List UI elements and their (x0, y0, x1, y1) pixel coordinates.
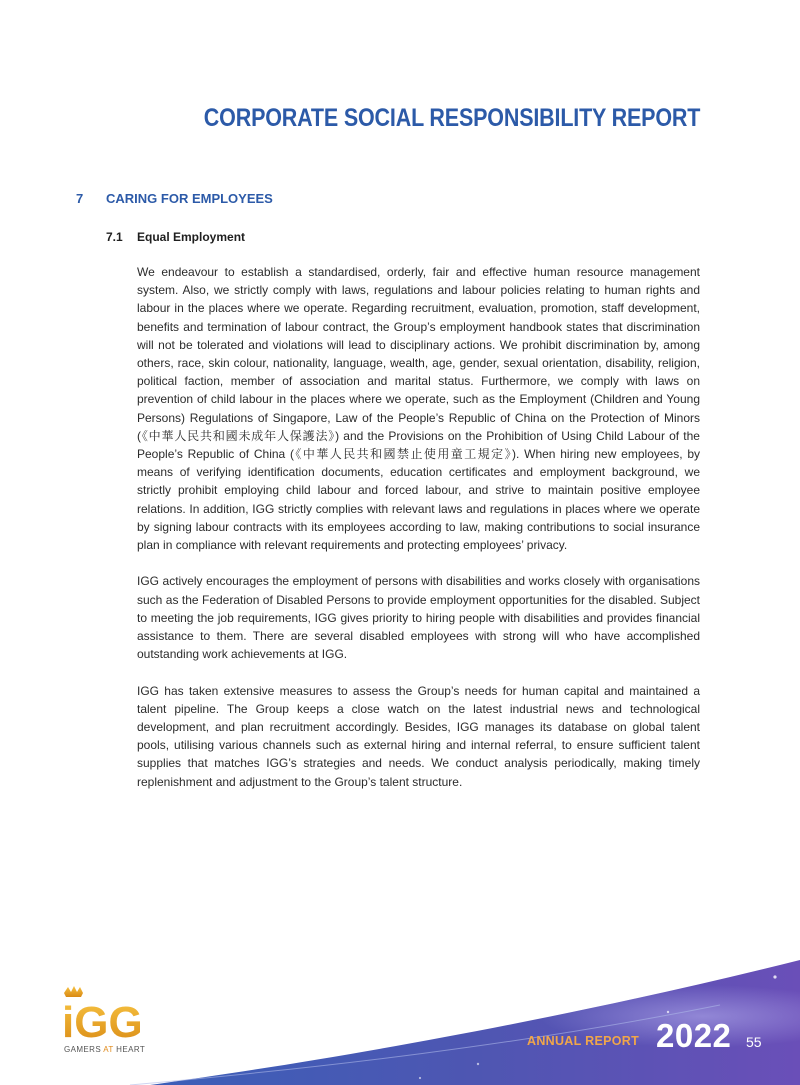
subsection-heading (106, 230, 245, 244)
section-number: 7 (76, 191, 84, 206)
subsection-title: Equal Employment (137, 230, 246, 244)
igg-logo-mark (62, 985, 162, 1039)
paragraph-3: IGG has taken extensive measures to assess the Group’s needs for human capital and maintained a talent pipeline. The Group keeps a close watch on the latest industrial news and technological development, and plan recruitment accordingly. Besides, IGG manages its database on global talent pools, utilising various channels such as external hiring and internal referral, to ensure sufficient talent supplies that matches IGG’s strategies and needs. We conduct analysis periodically, making timely replenishment and adjustment to the Group’s talent structure. (137, 683, 700, 789)
body-text (137, 263, 700, 809)
paragraph-1: We endeavour to establish a standardised, orderly, fair and effective human resource management system. Also, we strictly comply with laws, regulations and labour policies relating to human rights and labour in the places where we operate. Regarding recruitment, evaluation, promotion, staff development, benefits and termination of labour contract, the Group’s employment handbook states that discrimination will not be tolerated and violations will lead to disciplinary actions. We prohibit discrimination by, among others, race, skin colour, nationality, language, wealth, age, gender, sexual orientation, disability, religion, political faction, member of association and marital status. Furthermore, we comply with laws on prevention of child labour in the places where we operate, such as the Employment (Children and Young Persons) Regulations of Singapore, Law of the People’s Republic of China on the Protection of Minors (《中華人民共和國未成年人保護法》) and the Provisions on the Prohibition of Using Child Labour of the People’s Republic of China (《中華人民共和國禁止使用童工規定》). When hiring new employees, by means of verifying identification documents, education certificates and employment background, we strictly prohibit employing child labour and forced labour, and strive to maintain positive employee relations. In addition, IGG strictly complies with relevant laws and regulations in places where we operate by signing labour contracts with its employees according to law, making contributions to social insurance plan in compliance with relevant requirements and protecting employees’ privacy. (137, 265, 700, 553)
logo-wordmark: iGG (62, 998, 143, 1039)
section-title: CARING FOR EMPLOYEES (106, 191, 273, 206)
igg-logo (62, 985, 162, 1060)
annual-report-year: 2022 (656, 1017, 732, 1054)
logo-tagline: GAMERS AT HEART (64, 1045, 146, 1054)
page-number: 55 (746, 1034, 762, 1050)
section-heading (76, 191, 273, 206)
subsection-number: 7.1 (106, 230, 123, 244)
paragraph-2: IGG actively encourages the employment of persons with disabilities and works closely with organisations such as the Federation of Disabled Persons to provide employment opportunities for the disabled. Subject to meeting the job requirements, IGG gives priority to hiring people with disabilities and provides financial assistance to them. There are several disabled employees with strong will who have accomplished outstanding work achievements at IGG. (137, 574, 700, 662)
annual-report-label: ANNUAL REPORT (527, 1034, 640, 1048)
report-title: CORPORATE SOCIAL RESPONSIBILITY REPORT (203, 104, 700, 132)
